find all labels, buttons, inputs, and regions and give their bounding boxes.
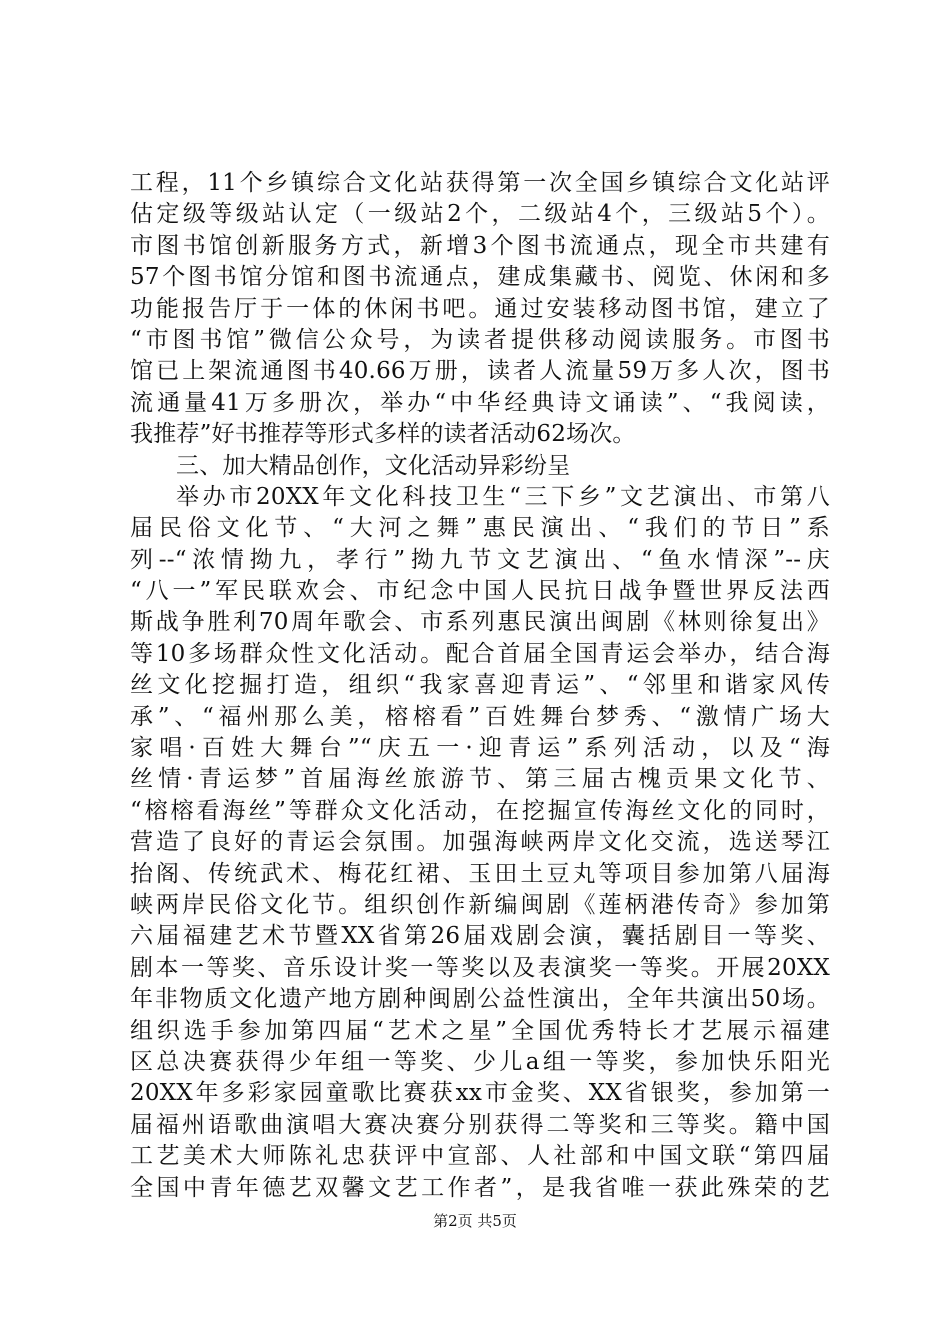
text-line: 工程，11个乡镇综合文化站获得第一次全国乡镇综合文化站评 <box>130 170 830 196</box>
text-line: 丝文化挖掘打造，组织“我家喜迎青运”、“邻里和谐家风传 <box>130 672 830 699</box>
text-line: 组织选手参加第四届“艺术之星”全国优秀特长才艺展示福建 <box>130 1017 830 1044</box>
text-line: 承”、“福州那么美，榕榕看”百姓舞台梦秀、“激情广场大 <box>130 703 830 730</box>
text-line: 20XX年多彩家园童歌比赛获xx市金奖、XX省银奖，参加第一 <box>130 1080 830 1107</box>
text-line: 剧本一等奖、音乐设计奖一等奖以及表演奖一等奖。开展20XX <box>130 954 830 981</box>
text-line: 斯战争胜利70周年歌会、市系列惠民演出闽剧《林则徐复出》 <box>130 609 830 636</box>
text-line: 抬阁、传统武术、梅花红裙、玉田土豆丸等项目参加第八届海 <box>130 860 830 887</box>
text-line: 峡两岸民俗文化节。组织创作新编闽剧《莲柄港传奇》参加第 <box>130 891 830 918</box>
text-line: 家唱·百姓大舞台”“庆五一·迎青运”系列活动，以及“海 <box>130 735 830 762</box>
text-line: 工艺美术大师陈礼忠获评中宣部、人社部和中国文联“第四届 <box>130 1143 830 1170</box>
text-line: 六届福建艺术节暨XX省第26届戏剧会演，囊括剧目一等奖、 <box>130 923 830 950</box>
text-line: 57个图书馆分馆和图书流通点，建成集藏书、阅览、休闲和多 <box>130 264 830 291</box>
text-line: 区总决赛获得少年组一等奖、少儿a组一等奖，参加快乐阳光 <box>130 1048 830 1075</box>
text-line: 届福州语歌曲演唱大赛决赛分别获得二等奖和三等奖。籍中国 <box>130 1111 830 1138</box>
page-number-footer: 第2页 共5页 <box>433 1212 517 1230</box>
text-line: 等10多场群众性文化活动。配合首届全国青运会举办，结合海 <box>130 640 830 667</box>
text-line: 市图书馆创新服务方式，新增3个图书流通点，现全市共建有 <box>130 232 830 259</box>
section-heading: 三、加大精品创作，文化活动异彩纷呈 <box>176 452 571 479</box>
text-line: 丝情·青运梦”首届海丝旅游节、第三届古槐贡果文化节、 <box>130 766 830 793</box>
text-line: “市图书馆”微信公众号，为读者提供移动阅读服务。市图书 <box>130 326 830 353</box>
text-line: 估定级等级站认定（一级站2个，二级站4个，三级站5个）。 <box>130 201 830 228</box>
text-line: “榕榕看海丝”等群众文化活动，在挖掘宣传海丝文化的同时， <box>130 797 830 824</box>
text-line: 全国中青年德艺双馨文艺工作者”，是我省唯一获此殊荣的艺 <box>130 1174 830 1201</box>
text-line: “八一”军民联欢会、市纪念中国人民抗日战争暨世界反法西 <box>130 578 830 605</box>
text-line: 年非物质文化遗产地方剧种闽剧公益性演出，全年共演出50场。 <box>130 986 830 1013</box>
text-line: 我推荐”好书推荐等形式多样的读者活动62场次。 <box>130 421 636 448</box>
text-line: 馆已上架流通图书40.66万册，读者人流量59万多人次，图书 <box>130 358 830 385</box>
text-line: 功能报告厅于一体的休闲书吧。通过安装移动图书馆，建立了 <box>130 295 830 322</box>
text-line: 届民俗文化节、“大河之舞”惠民演出、“我们的节日”系 <box>130 515 830 542</box>
text-line: 列--“浓情拗九，孝行”拗九节文艺演出、“鱼水情深”--庆 <box>130 546 830 573</box>
text-line: 举办市20XX年文化科技卫生“三下乡”文艺演出、市第八 <box>176 483 830 510</box>
text-line: 流通量41万多册次，举办“中华经典诗文诵读”、“我阅读， <box>130 389 830 416</box>
text-line: 营造了良好的青运会氛围。加强海峡两岸文化交流，选送琴江 <box>130 829 830 856</box>
body-text <box>130 168 830 1204</box>
